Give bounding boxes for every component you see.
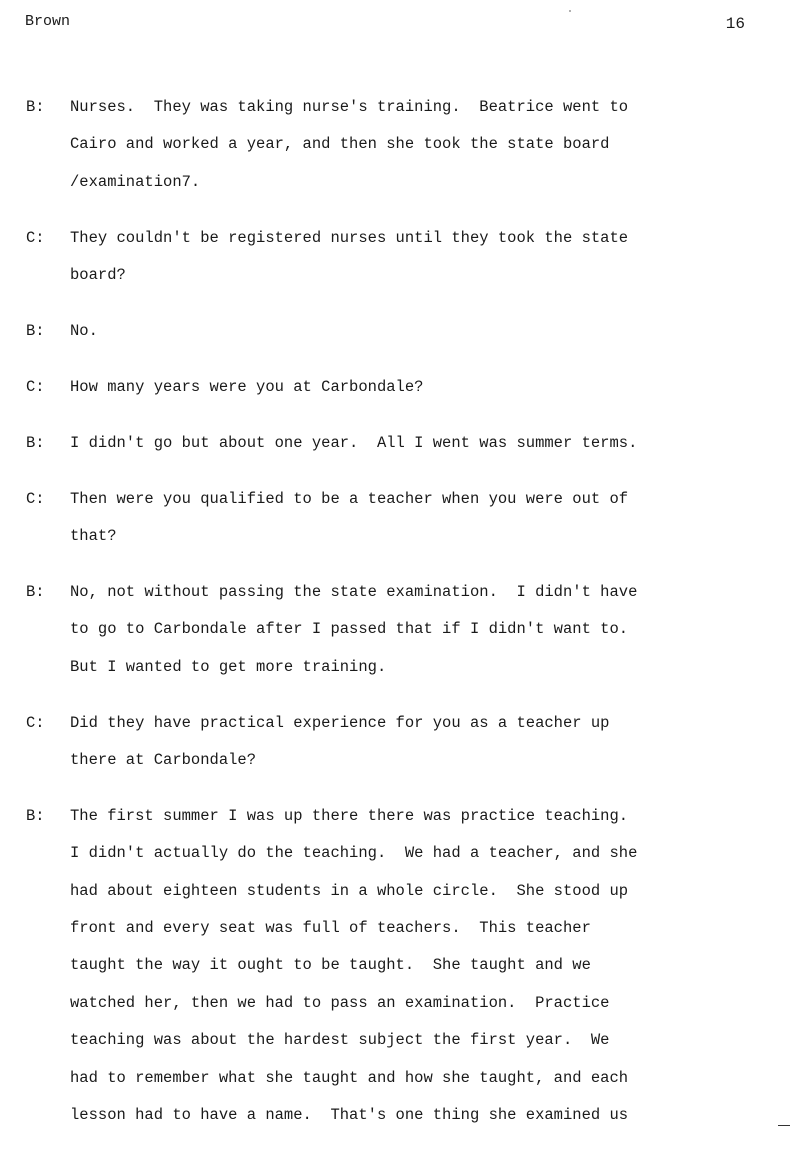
- text-line: had to remember what she taught and how she taught, and each: [70, 1068, 629, 1087]
- text-line: /examination7.: [70, 172, 201, 191]
- dialogue-turn: [0, 481, 800, 556]
- speaker-label: C:: [26, 377, 45, 396]
- scan-speck: [569, 10, 571, 12]
- dialogue-text: [70, 705, 800, 780]
- speaker-label: B:: [26, 582, 45, 601]
- dialogue-turn: [0, 313, 800, 350]
- dialogue-text: [70, 220, 800, 295]
- text-line: The first summer I was up there there was practice teaching.: [70, 806, 629, 825]
- text-line: front and every seat was full of teachers. This teacher: [70, 919, 591, 938]
- speaker-label: C:: [26, 489, 45, 508]
- text-line: watched her, then we had to pass an examination. Practice: [70, 993, 610, 1012]
- text-line: taught the way it ought to be taught. She taught and we: [70, 956, 591, 975]
- text-line: teaching was about the hardest subject the first year. We: [70, 1031, 610, 1050]
- text-line: Cairo and worked a year, and then she took the state board: [70, 135, 610, 154]
- speaker-label: B:: [26, 806, 45, 825]
- text-line: Then were you qualified to be a teacher when you were out of: [70, 489, 629, 508]
- dialogue-text: [70, 313, 800, 350]
- text-line: They couldn't be registered nurses until they took the state: [70, 228, 629, 247]
- text-line: No.: [70, 321, 98, 340]
- text-line: But I wanted to get more training.: [70, 657, 387, 676]
- text-line: I didn't go but about one year. All I went was summer terms.: [70, 433, 638, 452]
- text-line: Nurses. They was taking nurse's training. Beatrice went to: [70, 98, 629, 116]
- dialogue-turn: [0, 369, 800, 406]
- text-line: to go to Carbondale after I passed that if I didn't want to.: [70, 620, 629, 639]
- dialogue-text: [70, 798, 800, 1135]
- text-line: How many years were you at Carbondale?: [70, 377, 424, 396]
- text-line: board?: [70, 266, 126, 285]
- text-line: lesson had to have a name. That's one thing she examined us: [70, 1105, 629, 1124]
- speaker-label: C:: [26, 713, 45, 732]
- text-line: that?: [70, 527, 117, 546]
- dialogue-text: [70, 369, 800, 406]
- margin-mark: [778, 1125, 790, 1126]
- dialogue-text: [70, 574, 800, 686]
- dialogue-turn: [0, 705, 800, 780]
- dialogue-turn: [0, 574, 800, 686]
- speaker-label: C:: [26, 228, 45, 247]
- page-number: 16: [725, 15, 745, 33]
- transcript-body: [0, 89, 800, 1153]
- header-interviewee-name: Brown: [25, 13, 71, 30]
- dialogue-turn: [0, 425, 800, 462]
- dialogue-turn: [0, 798, 800, 1135]
- speaker-label: B:: [26, 321, 45, 340]
- dialogue-turn: [0, 89, 800, 201]
- text-line: No, not without passing the state examination. I didn't have: [70, 582, 638, 601]
- speaker-label: B:: [26, 433, 45, 452]
- dialogue-text: [70, 481, 800, 556]
- dialogue-text: [70, 89, 800, 201]
- speaker-label: B:: [26, 98, 45, 116]
- dialogue-turn: [0, 220, 800, 295]
- text-line: there at Carbondale?: [70, 750, 257, 769]
- text-line: Did they have practical experience for you as a teacher up: [70, 713, 610, 732]
- text-line: had about eighteen students in a whole circle. She stood up: [70, 881, 629, 900]
- dialogue-text: [70, 425, 800, 462]
- text-line: I didn't actually do the teaching. We had a teacher, and she: [70, 844, 638, 863]
